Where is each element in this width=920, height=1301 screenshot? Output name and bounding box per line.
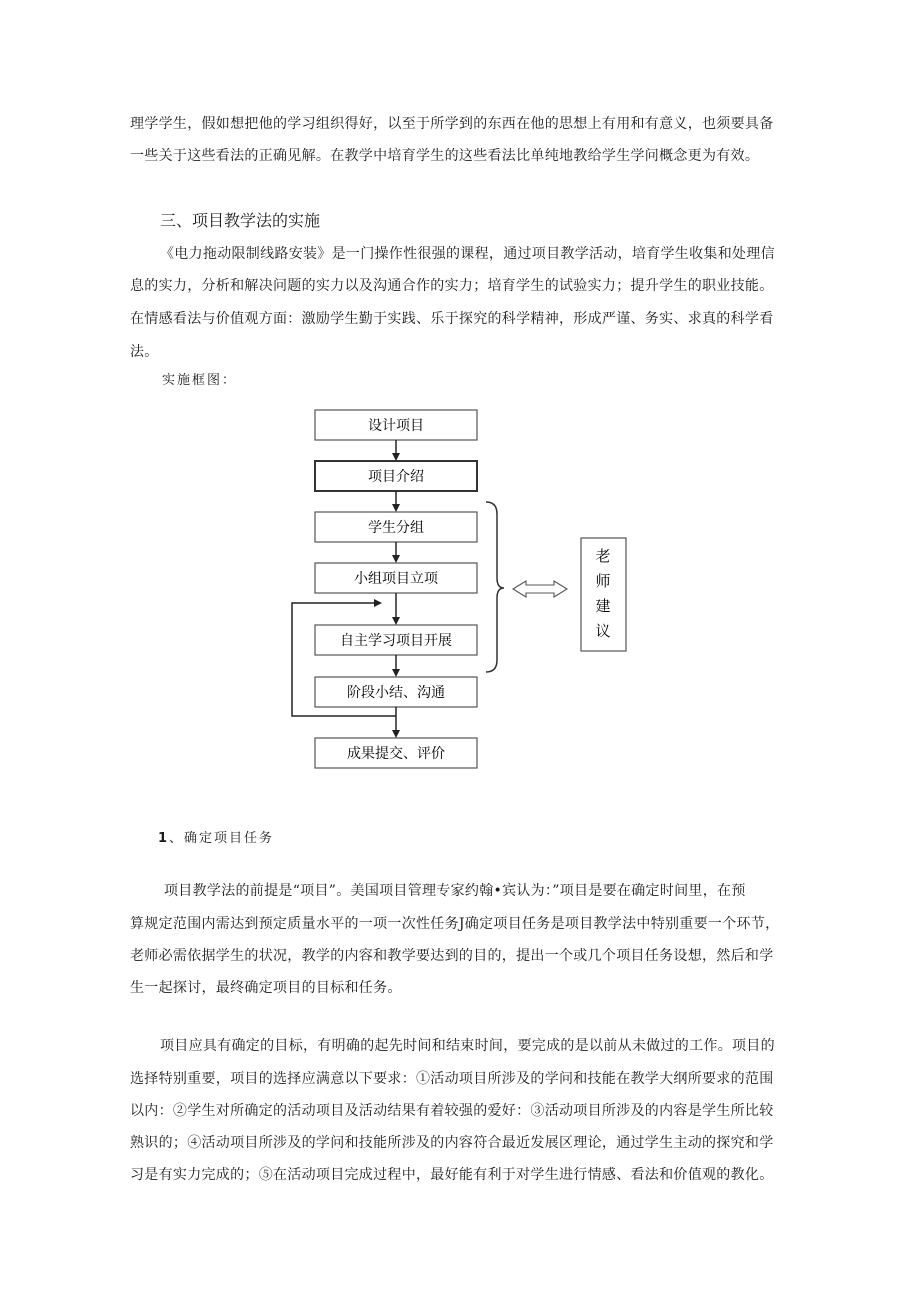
sub-heading-1-title: 、确定项目任务	[169, 831, 275, 846]
intro-line-1: 理学学生，假如想把他的学习组织得好，以至于所学到的东西在他的思想上有用和有意义，也须要具备	[130, 116, 774, 132]
teacher-advice-char-4: 议	[595, 622, 611, 640]
teacher-advice-box	[581, 538, 626, 651]
flow-step-2-label: 项目介绍	[368, 469, 424, 485]
teacher-advice-char-3: 建	[595, 597, 611, 615]
sub1-p2-line-1: 项目应具有确定的目标，有明确的起先时间和结束时间，要完成的是以前从未做过的工作。项目的	[160, 1038, 775, 1054]
sub1-p1-line-4: 生一起探讨，最终确定项目的目标和任务。	[130, 980, 402, 996]
intro-line-2: 一些关于这些看法的正确见解。在教学中培育学生的这些看法比单纯地教给学生学问概念更为有效。	[130, 148, 760, 164]
flow-step-2	[315, 461, 477, 491]
flow-step-6-label: 阶段小结、沟通	[347, 685, 445, 701]
flow-step-5-label: 自主学习项目开展	[340, 633, 452, 649]
sub1-p2-line-4: 熟识的；④活动项目所涉及的学问和技能所涉及的内容符合最近发展区理论，通过学生主动的探究和学	[130, 1135, 774, 1151]
sub1-p1-line-2: 算规定范围内需达到预定质量水平的一项一次性任务J确定项目任务是项目教学法中特别重要一个环节，	[130, 916, 780, 932]
flow-step-5	[315, 625, 477, 655]
section-heading: 三、项目教学法的实施	[160, 211, 321, 230]
double-arrow-icon	[513, 581, 567, 597]
flow-step-1-label: 设计项目	[368, 418, 424, 434]
sub1-p1-line-1: 项目教学法的前提是“项目”。美国项目管理专家约翰•宾认为：”项目是要在确定时间里，在预	[164, 883, 746, 899]
sub1-p2-line-3: 以内：②学生对所确定的活动项目及活动结果有着较强的爱好：③活动项目所涉及的内容是学生所比较	[130, 1103, 774, 1119]
section-p1-line-1: 《电力拖动限制线路安装》是一门操作性很强的课程，通过项目教学活动，培育学生收集和处理信	[160, 246, 775, 262]
sub1-p2-line-5: 习是有实力完成的；⑤在活动项目完成过程中，最好能有利于对学生进行情感、看法和价值观的教化。	[130, 1167, 774, 1183]
flow-step-1	[315, 410, 477, 440]
section-p1-line-2: 息的实力，分析和解决问题的实力以及沟通合作的实力；培育学生的试验实力；提升学生的职业技能。	[130, 278, 774, 294]
sub1-p2-line-2: 选择特别重要，项目的选择应满意以下要求：①活动项目所涉及的学问和技能在教学大纲所要求的范围	[130, 1071, 774, 1087]
flow-step-7-label: 成果提交、评价	[347, 746, 445, 762]
section-p1-line-4: 法。	[130, 344, 159, 360]
sub-heading-1	[158, 829, 274, 849]
sub1-p1-line-3: 老师必需依据学生的状况，教学的内容和教学要达到的目的，提出一个或几个项目任务设想，然后和学	[130, 948, 774, 964]
teacher-advice-char-1: 老	[595, 547, 611, 565]
flow-step-6	[315, 677, 477, 707]
flow-step-3-label: 学生分组	[368, 520, 424, 536]
flow-brace	[486, 502, 504, 672]
flow-step-7	[315, 738, 477, 768]
flow-step-4-label: 小组项目立项	[354, 571, 438, 587]
flow-step-3	[315, 512, 477, 542]
flow-step-4	[315, 563, 477, 593]
teacher-advice-char-2: 师	[595, 572, 611, 590]
section-p1-line-3: 在情感看法与价值观方面：激励学生勤于实践、乐于探究的科学精神，形成严谨、务实、求真的科学看	[130, 311, 774, 327]
sub-heading-1-number: 1	[158, 831, 170, 846]
flowchart-caption: 实施框图：	[162, 373, 238, 388]
